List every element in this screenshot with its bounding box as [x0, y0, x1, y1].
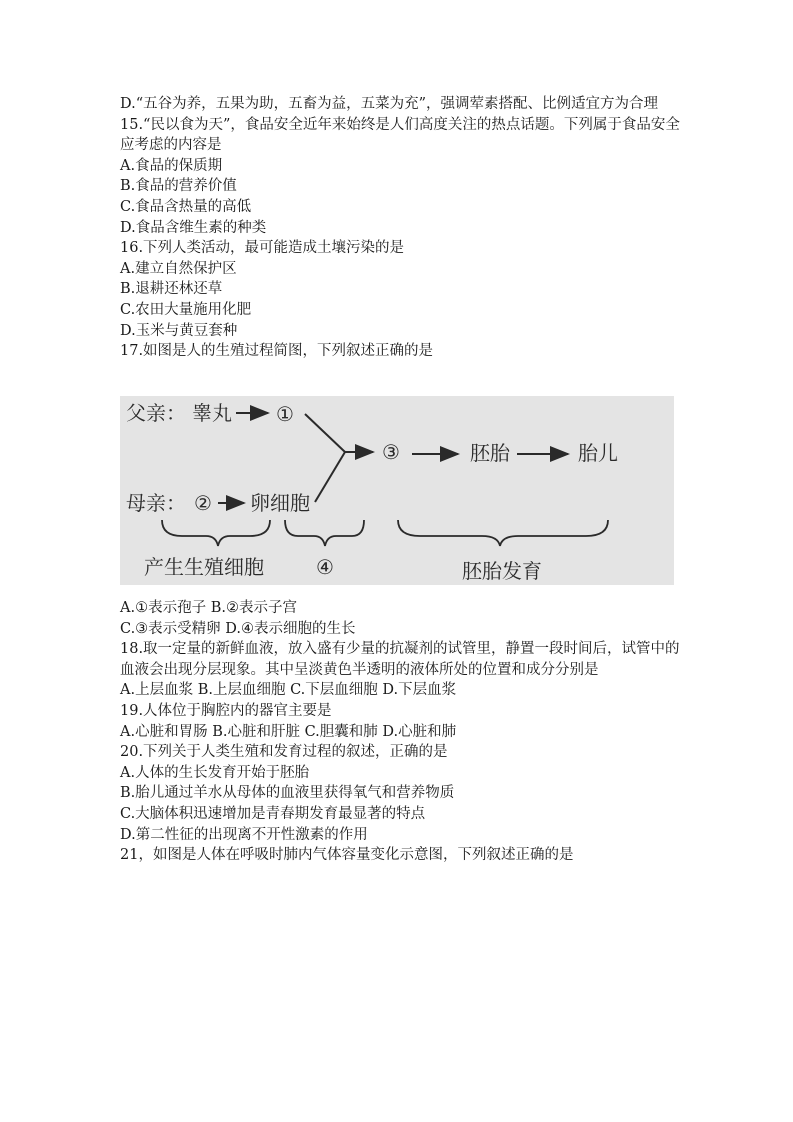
branch-lower-line	[315, 452, 345, 502]
q20-option-b: B.胎儿通过羊水从母体的血液里获得氧气和营养物质	[120, 785, 455, 802]
questions-bottom	[120, 598, 680, 866]
q16-option-c: C.农田大量施用化肥	[120, 301, 252, 318]
q20-option-c: C.大脑体积迅速增加是青春期发育最显著的特点	[120, 805, 426, 822]
q17-options-cd: C.③表示受精卵 D.④表示细胞的生长	[120, 620, 356, 637]
q16-stem: 16.下列人类活动，最可能造成土壤污染的是	[120, 240, 405, 257]
mother-label: 母亲：	[126, 491, 186, 515]
circle-1-label: ①	[276, 402, 294, 426]
circle-2-label: ②	[194, 491, 212, 515]
reproduction-diagram-svg	[120, 396, 674, 585]
q21-stem: 21，如图是人体在呼吸时肺内气体容量变化示意图，下列叙述正确的是	[120, 847, 574, 864]
brace-embryo-development	[398, 520, 608, 546]
q15-option-d: D.食品含维生素的种类	[120, 219, 267, 236]
embryo-label: 胚胎	[470, 441, 510, 465]
circle-3-label: ③	[382, 440, 400, 464]
q17-options-ab: A.①表示孢子 B.②表示子宫	[120, 600, 297, 616]
testis-label: 睾丸	[192, 401, 232, 425]
q18-stem: 18.取一定量的新鲜血液，放入盛有少量的抗凝剂的试管里，静置一段时间后，试管中的血液会出现分层现象。其中呈淡黄色半透明的液体所处的位置和成分分别是	[120, 641, 680, 678]
q18-options: A.上层血浆 B.上层血细胞 C.下层血细胞 D.下层血浆	[120, 682, 457, 699]
q20-option-d: D.第二性征的出现离不开性激素的作用	[120, 826, 368, 843]
brace-produce-cells	[162, 520, 270, 546]
q14-option-d: D.“五谷为养，五果为助，五畜为益，五菜为充”，强调荤素搭配、比例适宜方为合理	[120, 96, 659, 112]
q20-stem: 20.下列关于人类生殖和发育过程的叙述，正确的是	[120, 744, 448, 761]
q16-option-a: A.建立自然保护区	[120, 260, 237, 277]
q15-option-b: B.食品的营养价值	[120, 178, 237, 195]
q19-options: A.心脏和胃肠 B.心脏和肝脏 C.胆囊和肺 D.心脏和肺	[120, 723, 457, 740]
branch-upper-line	[305, 414, 345, 452]
q16-option-b: B.退耕还林还草	[120, 281, 223, 298]
embryo-development-label: 胚胎发育	[462, 559, 542, 583]
q17-stem: 17.如图是人的生殖过程简图，下列叙述正确的是	[120, 343, 434, 360]
father-label: 父亲：	[126, 401, 186, 425]
circle-4-label: ④	[316, 555, 334, 579]
q20-option-a: A.人体的生长发育开始于胚胎	[120, 764, 310, 781]
q15-option-c: C.食品含热量的高低	[120, 198, 252, 215]
q19-stem: 19.人体位于胸腔内的器官主要是	[120, 702, 332, 719]
questions-top	[120, 94, 680, 362]
reproduction-diagram	[120, 396, 674, 585]
fetus-label: 胎儿	[578, 441, 618, 465]
egg-cell-label: 卵细胞	[250, 491, 310, 515]
produce-cells-label: 产生生殖细胞	[144, 555, 264, 579]
q16-option-d: D.玉米与黄豆套种	[120, 322, 238, 339]
q15-option-a: A.食品的保质期	[120, 157, 223, 174]
brace-4	[285, 520, 364, 546]
q15-stem: 15.“民以食为天”，食品安全近年来始终是人们高度关注的热点话题。下列属于食品安全应考虑的内容是	[120, 116, 680, 154]
